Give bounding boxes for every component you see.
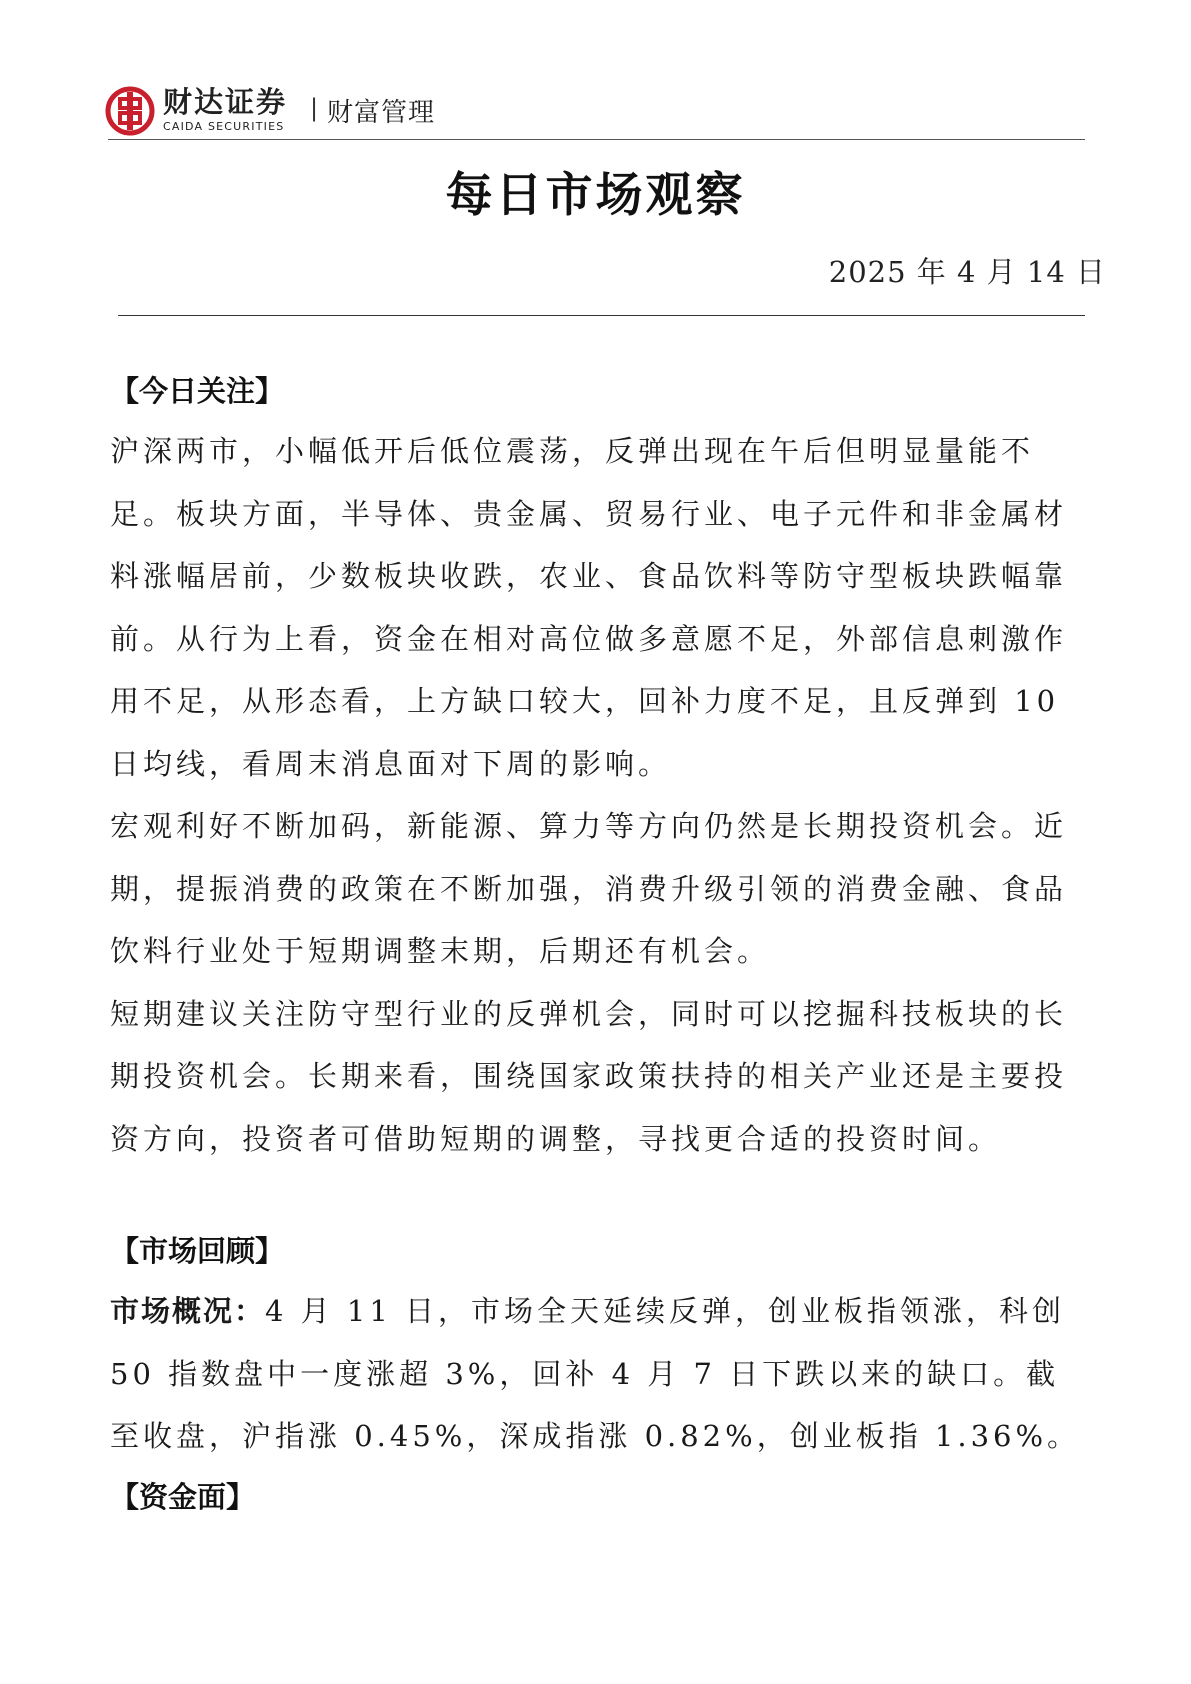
market-overview-text: 4 月 11 日，市场全天延续反弹，创业板指领涨，科创 50 指数盘中一度涨超 3%，回补 4 月 7 日下跌以来的缺口。截至收盘，沪指涨 0.45%，深成指涨 0.82%，创业板指 1.36%。 — [110, 1294, 1081, 1453]
business-unit: 财富管理 — [327, 98, 436, 128]
report-body — [110, 368, 1090, 1520]
today-focus-paragraph-2: 宏观利好不断加码，新能源、算力等方向仍然是长期投资机会。近期，提振消费的政策在不断加强，消费升级引领的消费金融、食品饮料行业处于短期调整末期，后期还有机会。 — [110, 809, 1068, 968]
report-header — [105, 80, 1090, 140]
today-focus-paragraph-3: 短期建议关注防守型行业的反弹机会，同时可以挖掘科技板块的长期投资机会。长期来看，围绕国家政策扶持的相关产业还是主要投资方向，投资者可借助短期的调整，寻找更合适的投资时间。 — [110, 996, 1068, 1156]
brand-name-cn: 财达证券 — [163, 85, 288, 119]
title-divider — [118, 315, 1085, 316]
market-overview-label: 市场概况： — [110, 1294, 266, 1328]
section-heading-funds: 【资金面】 — [110, 1479, 256, 1514]
brand-block — [163, 86, 287, 133]
caida-logo-icon — [105, 86, 155, 136]
page-title: 每日市场观察 — [445, 168, 746, 223]
header-divider — [108, 139, 1085, 140]
section-heading-market-review: 【市场回顾】 — [110, 1234, 285, 1268]
header-separator: | — [310, 94, 319, 122]
market-overview-paragraph — [110, 1280, 1090, 1468]
section-heading-today-focus: 【今日关注】 — [110, 374, 285, 408]
report-date: 2025 年 4 月 14 日 — [828, 255, 1106, 289]
brand-name-en: CAIDA SECURITIES — [163, 120, 285, 133]
today-focus-paragraph-1: 沪深两市，小幅低开后低位震荡，反弹出现在午后但明显量能不足。板块方面，半导体、贵金属、贸易行业、电子元件和非金属材料涨幅居前，少数板块收跌，农业、食品饮料等防守型板块跌幅靠前。从行为上看，资金在相对高位做多意愿不足，外部信息刺激作用不足，从形态看，上方缺口较大，回补力度不足，且反弹到 10 日均线，看周末消息面对下周的影响。 — [110, 434, 1068, 781]
